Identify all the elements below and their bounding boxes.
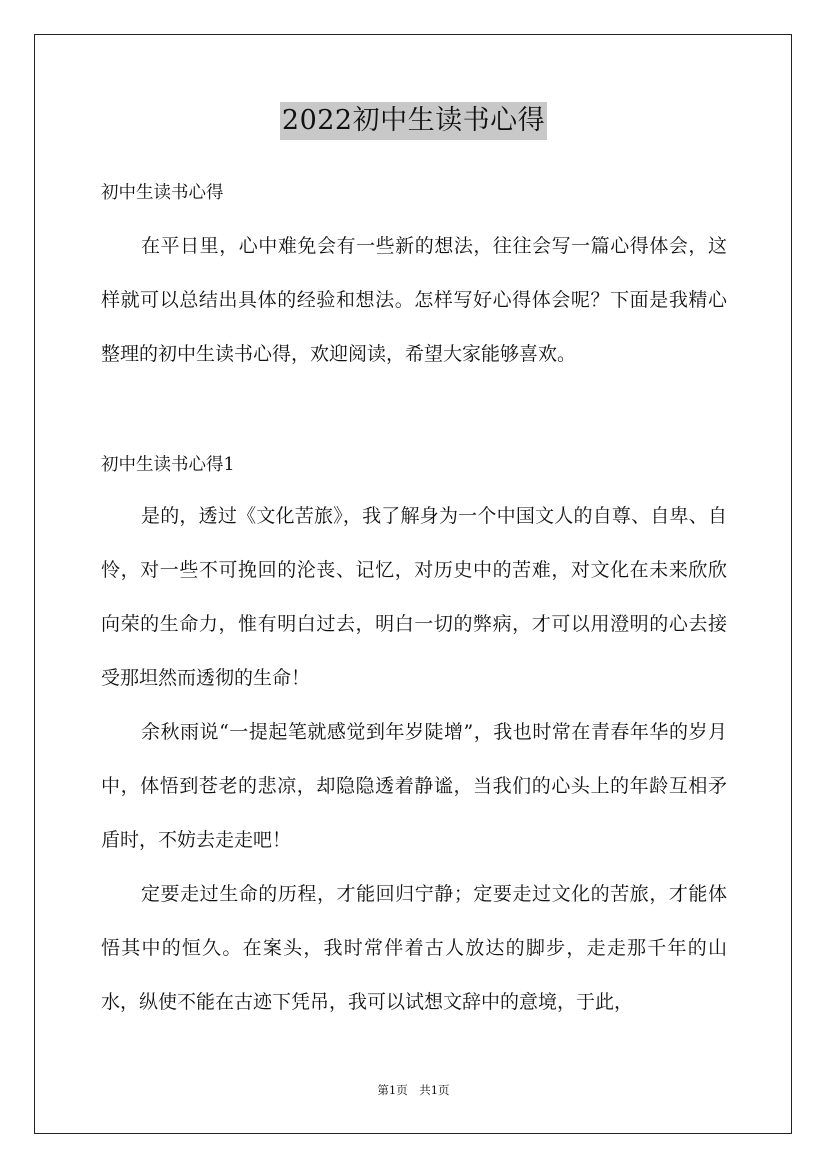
title-container bbox=[0, 102, 827, 140]
section1-heading: 初中生读书心得1 bbox=[101, 455, 235, 475]
section1-paragraph-1: 是的，透过《文化苦旅》，我了解身为一个中国文人的自尊、自卑、自怜，对一些不可挽回的沦丧、记忆，对历史中的苦难，对文化在未来欣欣向荣的生命力，惟有明白过去，明白一切的弊病，才可以用澄明的心去接受那坦然而透彻的生命！ bbox=[101, 505, 727, 689]
intro-heading: 初中生读书心得 bbox=[101, 183, 224, 203]
section1-paragraph-3: 定要走过生命的历程，才能回归宁静；定要走过文化的苦旅，才能体悟其中的恒久。在案头，我时常伴着古人放达的脚步，走走那千年的山水，纵使不能在古迹下凭吊，我可以试想文辞中的意境，于此， bbox=[101, 883, 727, 1013]
section1-paragraph-2: 余秋雨说“一提起笔就感觉到年岁陡增”，我也时常在青春年华的岁月中，体悟到苍老的悲凉，却隐隐透着静谧，当我们的心头上的年龄互相矛盾时，不妨去走走吧！ bbox=[101, 721, 727, 851]
page-footer: 第1页 共1页 bbox=[377, 1083, 450, 1097]
intro-paragraph: 在平日里，心中难免会有一些新的想法，往往会写一篇心得体会，这样就可以总结出具体的经验和想法。怎样写好心得体会呢？下面是我精心整理的初中生读书心得，欢迎阅读，希望大家能够喜欢。 bbox=[101, 235, 727, 365]
document-title: 2022初中生读书心得 bbox=[280, 102, 547, 140]
